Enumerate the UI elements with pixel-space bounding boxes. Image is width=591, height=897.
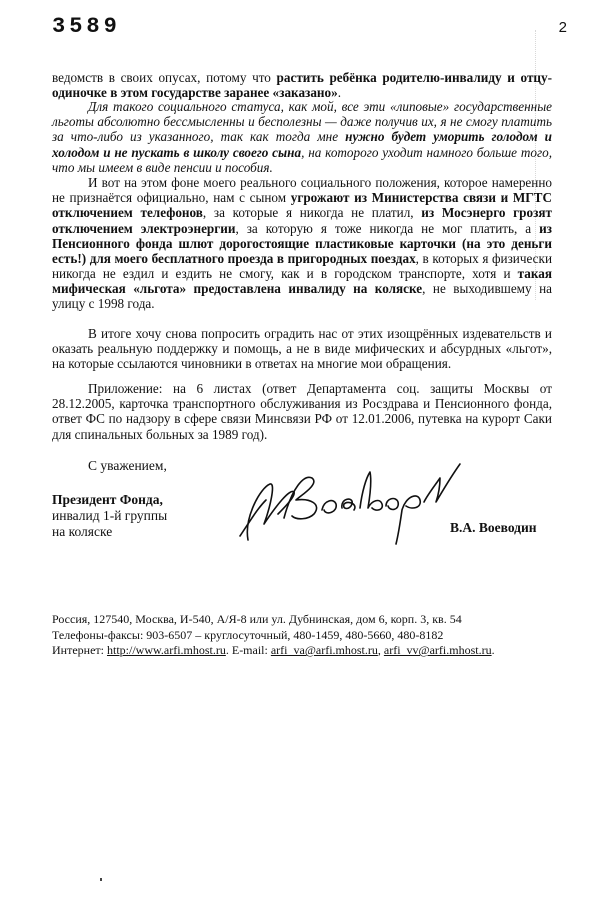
- bold-text: угрожают из Министерства связи и МГТС отключением телефонов: [52, 190, 552, 221]
- italic-text: , на которого уходит намного больше того, что мы имеем в виде пенсии и пособия.: [52, 144, 553, 175]
- internet-label: Интернет:: [52, 643, 107, 658]
- bold-text: растить ребёнка родителю-инвалиду и отцу-одиночке в этом государстве заранее «заказано»: [52, 70, 552, 101]
- signer-status: инвалид 1-й группы: [52, 508, 168, 524]
- paragraph-4: В итоге хочу снова попросить оградить нас от этих изощрённых издевательств и оказать реальную поддержку и помощь, а не в виде мифических и абсурдных «льгот», на которые ссылаются чиновники в ответах на многие мои обращения.: [52, 326, 552, 372]
- text-run: , за которые я никогда не платил,: [202, 205, 422, 221]
- text-run: ведомств в своих опусах, потому что: [52, 70, 277, 85]
- bold-italic-text: нужно будет уморить голодом и холодом и не пускать в школу своего сына: [52, 129, 552, 160]
- document-number: 3589: [52, 14, 121, 39]
- text-run: , в которых я физически никогда не ездил и ездить не смогу, как и в городском транспорте, хотя и: [52, 250, 552, 282]
- text-run: И вот на этом фоне моего реального социального положения, которое намеренно не признаётся официально, нам с сыном: [52, 175, 552, 206]
- text-run: .: [337, 85, 342, 101]
- text-run: .: [491, 643, 495, 658]
- website-link[interactable]: http://www.arfi.mhost.ru: [106, 643, 226, 658]
- paragraph-3: [52, 175, 552, 312]
- signer-status-2: на коляске: [52, 524, 113, 540]
- text-run: , за которую я тоже никогда не мог платить, а: [235, 220, 540, 236]
- signer-name: В.А. Воеводин: [450, 520, 537, 535]
- closing-salutation: С уважением,: [88, 458, 167, 473]
- bold-text: такая мифическая «льгота» предоставлена инвалиду на коляске: [52, 266, 552, 297]
- handwritten-signature: [230, 448, 470, 548]
- scan-artifact: [100, 878, 102, 881]
- signer-title-block: [52, 492, 167, 541]
- italic-text: Для такого социального статуса, как мой, все эти «липовые» государственные льготы абсолютно бессмысленны и бесполезны — даже получив их, я не смогу платить за что-либо из указанного, так как тогда мне: [52, 99, 552, 145]
- signer-title: Президент Фонда,: [52, 492, 163, 507]
- separator: ,: [377, 643, 384, 658]
- email-link-vv[interactable]: arfi_vv@arfi.mhost.ru: [383, 643, 492, 658]
- attachments-paragraph: Приложение: на 6 листах (ответ Департамента соц. защиты Москвы от 28.12.2005, карточка транспортного обслуживания из Росздрава и Пенсионного фонда, ответ ФС по надзору в сфере связи Минсвязи РФ от 12.01.2006, путевка на курорт Саки для спинальных больных за 1989 год).: [52, 381, 552, 442]
- contact-footer: [52, 612, 495, 659]
- text-run: , не выходившему на улицу с 1998 года.: [52, 281, 552, 312]
- bold-text: из Мосэнерго грозят отключением электроэнергии: [52, 205, 552, 236]
- internet-contacts: [52, 643, 495, 659]
- paragraph-2: [52, 99, 552, 175]
- email-label: . E-mail:: [225, 643, 271, 658]
- email-link-va[interactable]: arfi_va@arfi.mhost.ru: [270, 643, 378, 658]
- bold-text: из Пенсионного фонда шлют дорогостоящие пластиковые карточки (на это деньги есть!) для моего бесплатного проезда в пригородных поездах: [52, 220, 552, 266]
- phone-fax-numbers: Телефоны-факсы: 903-6507 – круглосуточный, 480-1459, 480-5660, 480-8182: [52, 627, 444, 642]
- page-number: 2: [558, 19, 567, 36]
- postal-address: Россия, 127540, Москва, И-540, А/Я-8 или ул. Дубнинская, дом 6, корп. 3, кв. 54: [52, 612, 462, 626]
- paragraph-1: [52, 70, 552, 100]
